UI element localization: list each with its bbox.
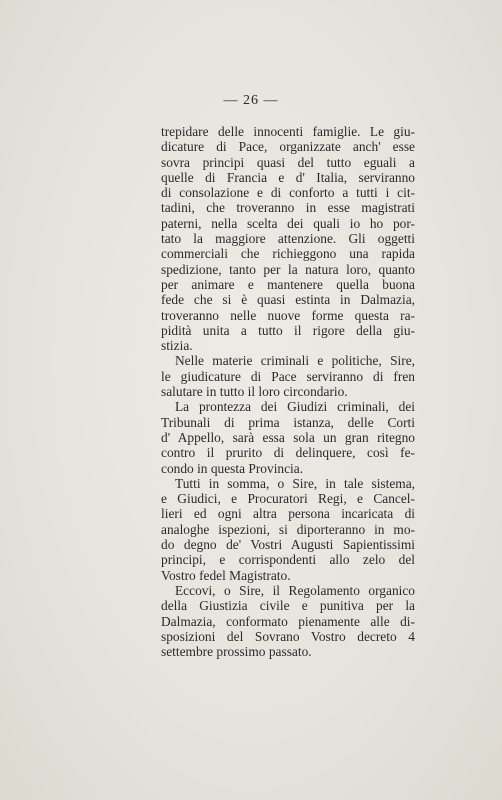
text-line: Dalmazia, conformato pienamente alle di- <box>161 613 415 629</box>
paragraph <box>161 583 415 659</box>
text-line: condo in questa Provincia. <box>161 460 304 476</box>
text-line: lieri ed ogni altra persona incaricata di <box>161 506 415 522</box>
paragraph <box>161 124 415 353</box>
text-line: analoghe ispezioni, si diporteranno in mo- <box>161 521 415 537</box>
text-line: Nelle materie criminali e politiche, Sire, <box>175 353 415 369</box>
text-line: Tribunali di prima istanza, delle Corti <box>161 414 415 430</box>
text-line: di consolazione e di conforto a tutti i cit- <box>161 185 415 201</box>
text-line: Vostro fedel Magistrato. <box>161 567 291 583</box>
text-line: quelle di Francia e d' Italia, serviranno <box>161 169 415 185</box>
text-line: fede che si è quasi estinta in Dalmazia, <box>161 292 415 308</box>
text-line: settembre prossimo passato. <box>161 644 312 660</box>
paragraph <box>161 476 415 583</box>
text-line: trepidare delle innocenti famiglie. Le giu- <box>161 124 415 139</box>
text-line: pidità unita a tutto il rigore della giu- <box>161 322 415 338</box>
paragraph <box>161 399 415 475</box>
text-line: paterni, nella scelta dei quali io ho por- <box>161 215 415 231</box>
text-line: do degno de' Vostri Augusti Sapientissimi <box>161 537 415 553</box>
text-line: d' Appello, sarà essa sola un gran ritegno <box>161 429 415 445</box>
text-line: tato la maggiore attenzione. Gli oggetti <box>161 231 415 247</box>
text-line: sovra principi quasi del tutto eguali a <box>161 154 415 170</box>
text-line: dicature di Pace, organizzate anch' esse <box>161 139 415 155</box>
text-line: La prontezza dei Giudizi criminali, dei <box>175 399 415 415</box>
text-line: contro il prurito di delinquere, così fe- <box>161 445 415 461</box>
text-line: le giudicature di Pace serviranno di fren <box>161 368 415 384</box>
text-line: commerciali che richieggono una rapida <box>161 246 415 262</box>
text-line: per animare e mantenere quella buona <box>161 276 415 292</box>
text-line: salutare in tutto il loro circondario. <box>161 384 348 400</box>
text-line: e Giudici, e Procuratori Regi, e Cancel- <box>161 491 415 507</box>
text-line: Tutti in somma, o Sire, in tale sistema, <box>175 475 415 491</box>
text-line: Eccovi, o Sire, il Regolamento organico <box>175 582 415 598</box>
text-line: della Giustizia civile e punitiva per la <box>161 598 415 614</box>
text-line: tadini, che troveranno in esse magistrati <box>161 200 415 216</box>
text-line: principi, e corrispondenti allo zelo del <box>161 552 415 568</box>
text-line: stizia. <box>161 338 193 354</box>
body-text <box>161 124 415 659</box>
text-line: sposizioni del Sovrano Vostro decreto 4 <box>161 628 415 644</box>
page-number: — 26 — <box>223 93 279 108</box>
text-line: spedizione, tanto per la natura loro, quanto <box>161 261 415 277</box>
paragraph <box>161 353 415 399</box>
text-line: troveranno nelle nuove forme questa ra- <box>161 307 415 323</box>
